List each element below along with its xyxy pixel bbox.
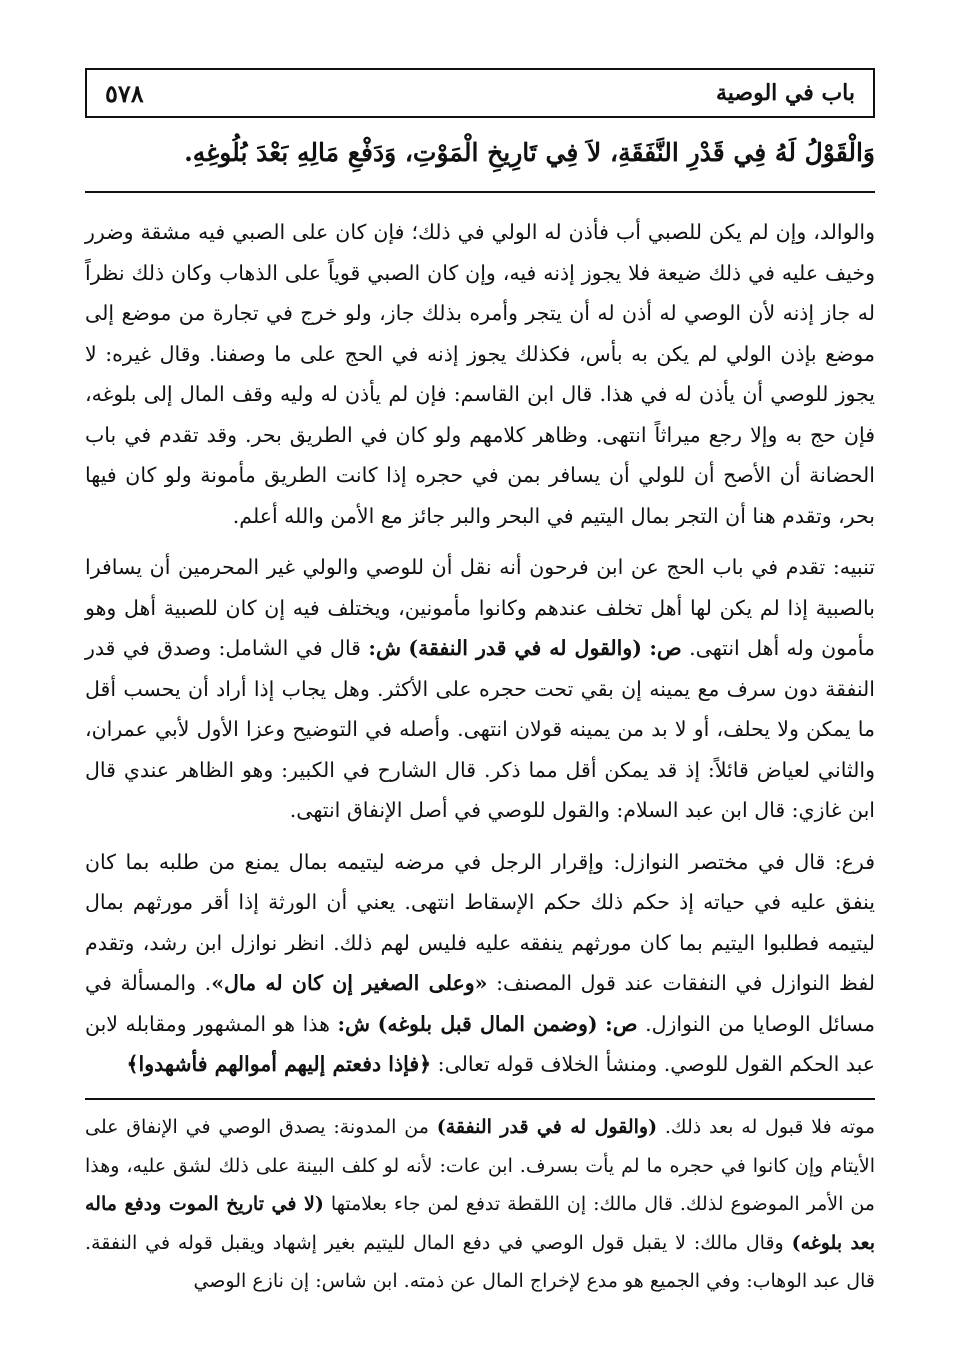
paragraph-3-text-c: هذا هو المشهور ومقابله لابن عبد الحكم القول للوصي. ومنشأ الخلاف قوله تعالى: — [85, 1011, 875, 1076]
footnote-text-c: وقال مالك: لا يقبل قول الوصي في دفع المال لليتيم بغير إشهاد ويقبل قوله في النفقة. قال عبد الوهاب: وفي الجميع هو مدع لإخراج المال عن ذمته. ابن شاس: إن نازع الوصي — [85, 1231, 875, 1292]
footnote-text-b: من المدونة: يصدق الوصي في الإنفاق على الأيتام وإن كانوا في حجره ما لم يأت بسرف. ابن عات: لأنه لو كلف البينة على ذلك لشق عليه، وهذا من الأمر الموضوع لذلك. قال مالك: إن اللقطة تدفع لمن جاء بعلامتها — [85, 1116, 875, 1215]
footnote-section — [85, 1108, 875, 1301]
commentary-paragraph-2 — [85, 547, 875, 831]
commentary-paragraph-3 — [85, 842, 875, 1085]
footnote-divider — [85, 1098, 875, 1100]
paragraph-2-text-b: قال في الشامل: وصدق في قدر النفقة دون سرف مع يمينه إن بقي تحت حجره على الأكثر. وهل يجاب إذا أراد أن يحسب أقل ما يمكن ولا يحلف، أو لا بد من يمينه قولان انتهى. وأصله في التوضيح وعزا الأول لأبي عمران، والثاني لعياض قائلاً: إذ قد يمكن أقل مما ذكر. قال الشارح في الكبير: وهو الظاهر عندي قال ابن غازي: قال ابن عبد السلام: والقول للوصي في أصل الإنفاق انتهى. — [85, 636, 875, 822]
paragraph-3-text-b: . والمسألة في مسائل الوصايا من النوازل. — [85, 971, 875, 1036]
page-number: ٥٧٨ — [105, 78, 144, 108]
sharh-label: ش: — [368, 636, 401, 660]
sharh-label: ش: — [337, 1011, 371, 1036]
matn-text: وَالْقَوْلُ لَهُ فِي قَدْرِ النَّفَقَةِ، لاَ فِي تَارِيخِ الْمَوْتِ، وَدَفْعِ مَالِهِ بَعْدَ بُلُوغِهِ. — [184, 138, 875, 167]
matn-quote: (والقول له في قدر النفقة) — [408, 636, 642, 660]
commentary-body — [85, 212, 875, 1085]
paragraph-2-text-a: تنبيه: تقدم في باب الحج عن ابن فرحون أنه نقل أن للوصي والولي غير المحرمين أن يسافرا بالصبية إذا لم يكن لها أهل تخلف عندهم وكانوا مأمونين، ويختلف فيه إن كان للصبية أهل وهو مأمون وله أهل انتهى. — [85, 555, 875, 660]
matn-quote: (وضمن المال قبل بلوغه) — [377, 1011, 598, 1036]
quran-verse: ﴿فإذا دفعتم إليهم أموالهم فأشهدوا﴾ — [126, 1052, 432, 1076]
sad-label: ص: — [649, 636, 682, 660]
paragraph-gap — [85, 536, 875, 547]
footnote-text-a: موته فلا قبول له بعد ذلك. — [664, 1116, 875, 1138]
footnote-matn-quote-1: (والقول له في قدر النفقة) — [436, 1116, 658, 1138]
footnote-matn-quote-2: (لا في تاريخ الموت ودفع ماله بعد بلوغه) — [85, 1193, 875, 1254]
commentary-paragraph-1: والوالد، وإن لم يكن للصبي أب فأذن له الولي في ذلك؛ فإن كان على الصبي فيه مشقة وضرر وخيف عليه في ذلك ضيعة فلا يجوز إذنه فيه، وإن كان الصبي قوياً على الذهاب وكان ذلك نظراً له جاز إذنه لأن الوصي له أذن له أن يتجر وأمره بذلك جاز، ولو خرج في تجارة من موضع إلى موضع بإذن الولي لم يكن به بأس، فكذلك يجوز إذنه في الحج على ما وصفنا. وقال غيره: لا يجوز للوصي أن يأذن له في هذا. قال ابن القاسم: فإن لم يأذن له وليه وقف المال إلى بلوغه، فإن حج به وإلا رجع ميراثاً انتهى. وظاهر كلامهم ولو كان في الطريق بحر. وقد تقدم في باب الحضانة أن الأصح أن للولي أن يسافر بمن في حجره إذا كانت الطريق مأمونة ولو كان فيها بحر، وتقدم هنا أن التجر بمال اليتيم في البحر والبر جائز مع الأمن والله أعلم. — [85, 220, 875, 528]
author-quote: «وعلى الصغير إن كان له مال» — [211, 971, 488, 995]
footnote-paragraph — [85, 1108, 875, 1301]
chapter-title: باب في الوصية — [715, 80, 855, 106]
matn-divider — [85, 191, 875, 193]
paragraph-gap — [85, 831, 875, 842]
paragraph-3-text-a: فرع: قال في مختصر النوازل: وإقرار الرجل في مرضه ليتيمه بمال يمنع من طلبه بما كان ينفق عليه في حياته إذ حكم ذلك حكم الإسقاط انتهى. يعني أن الورثة إذا أقر مورثهم بمال ليتيمه فطلبوا اليتيم بما كان مورثهم ينفقه عليه فليس لهم ذلك. انظر نوازل ابن رشد، وتقدم لفظ النوازل في النفقات عند قول المصنف: — [85, 849, 875, 995]
sad-label: ص: — [605, 1011, 638, 1036]
page-header — [85, 68, 875, 118]
